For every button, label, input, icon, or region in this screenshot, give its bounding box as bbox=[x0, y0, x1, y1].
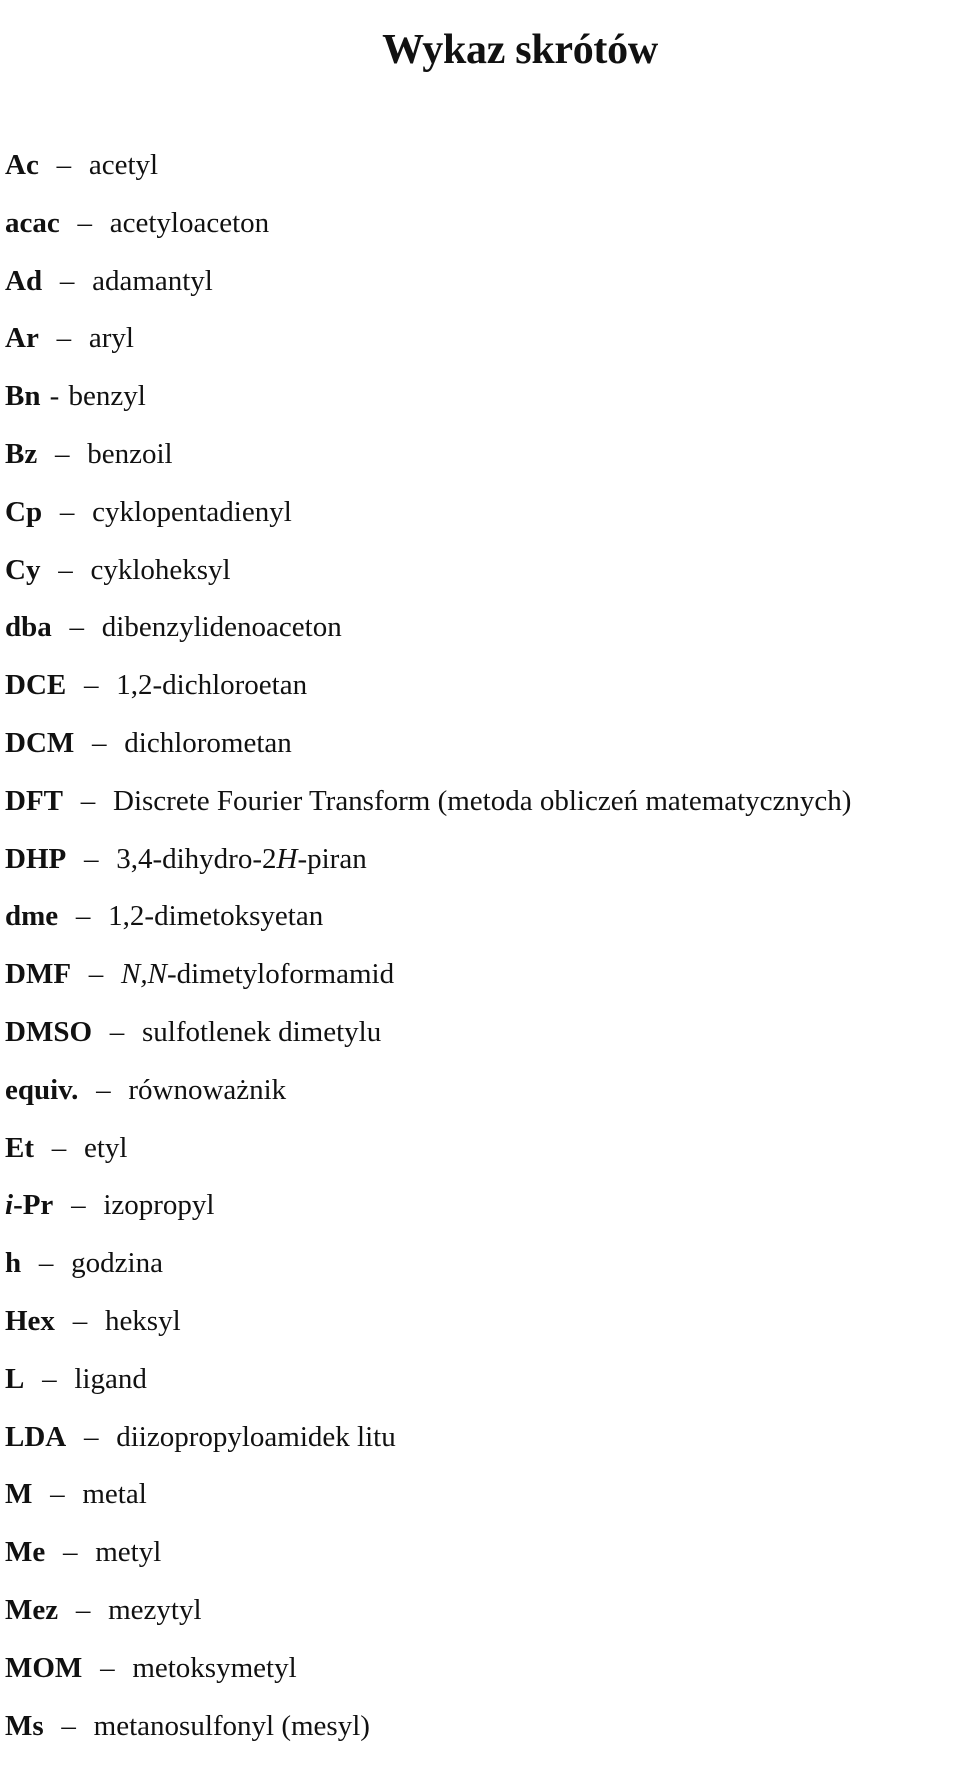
definition: diizopropyloamidek litu bbox=[116, 1420, 396, 1453]
abbreviation bbox=[5, 1189, 53, 1221]
definition: godzina bbox=[71, 1247, 163, 1280]
definition: aryl bbox=[88, 322, 134, 355]
separator: – bbox=[83, 669, 99, 702]
abbreviation: MOM bbox=[5, 1651, 83, 1684]
separator: – bbox=[50, 1478, 65, 1511]
separator: – bbox=[88, 958, 104, 991]
separator: – bbox=[54, 437, 70, 470]
list-item bbox=[5, 1477, 851, 1535]
list-item bbox=[5, 553, 851, 611]
abbreviation-list bbox=[5, 148, 851, 1766]
definition: 1,2-dimetoksyetan bbox=[108, 900, 324, 933]
definition: cykloheksyl bbox=[90, 553, 231, 586]
abbreviation: Cy bbox=[5, 553, 41, 586]
definition-text: 3,4-dihydro-2 bbox=[116, 842, 277, 875]
separator: – bbox=[75, 1593, 91, 1626]
definition: metanosulfonyl (mesyl) bbox=[93, 1709, 370, 1742]
list-item bbox=[5, 1015, 851, 1073]
list-item bbox=[5, 899, 851, 957]
definition: Discrete Fourier Transform (metoda obliczeń matematycznych) bbox=[113, 784, 852, 817]
abbreviation: Ms bbox=[5, 1709, 44, 1742]
abbreviation: Bn bbox=[5, 380, 41, 413]
abbreviation: DHP bbox=[5, 842, 67, 875]
list-item bbox=[5, 1246, 851, 1304]
list-item bbox=[5, 206, 851, 264]
list-item bbox=[5, 610, 851, 668]
abbreviation: Bz bbox=[5, 437, 38, 470]
list-item bbox=[5, 1709, 851, 1766]
list-item bbox=[5, 1304, 851, 1362]
definition: metoksymetyl bbox=[132, 1651, 297, 1684]
list-item bbox=[5, 842, 851, 900]
definition: cyklopentadienyl bbox=[92, 495, 292, 528]
definition: ligand bbox=[74, 1362, 147, 1395]
separator: - bbox=[49, 380, 60, 413]
definition: adamantyl bbox=[92, 264, 213, 297]
definition: etyl bbox=[84, 1131, 128, 1164]
list-item bbox=[5, 784, 851, 842]
separator: – bbox=[77, 206, 92, 239]
abbreviation: DCE bbox=[5, 669, 67, 702]
abbreviation: acac bbox=[5, 206, 60, 239]
separator: – bbox=[100, 1651, 115, 1684]
abbreviation: LDA bbox=[5, 1420, 67, 1453]
separator: – bbox=[83, 1420, 99, 1453]
abbreviation: DMF bbox=[5, 958, 72, 991]
abbreviation: Hex bbox=[5, 1304, 55, 1337]
abbreviation: h bbox=[5, 1247, 22, 1280]
abbreviation-text: -Pr bbox=[13, 1189, 54, 1222]
definition: 1,2-dichloroetan bbox=[116, 669, 308, 702]
separator: – bbox=[83, 842, 99, 875]
definition: dichlorometan bbox=[124, 726, 292, 759]
definition: metal bbox=[82, 1478, 147, 1511]
separator: – bbox=[72, 1304, 88, 1337]
separator: – bbox=[69, 611, 85, 644]
definition: acetyl bbox=[88, 149, 159, 181]
abbreviation: Ac bbox=[5, 149, 39, 181]
list-item bbox=[5, 668, 851, 726]
definition-text: -dimetyloformamid bbox=[166, 958, 395, 991]
definition: metyl bbox=[95, 1536, 162, 1569]
separator: – bbox=[109, 1015, 125, 1048]
abbreviation: dme bbox=[5, 900, 59, 933]
list-item bbox=[5, 379, 851, 437]
separator: – bbox=[42, 1362, 57, 1395]
list-item bbox=[5, 1420, 851, 1478]
separator: – bbox=[58, 553, 73, 586]
list-item bbox=[5, 495, 851, 553]
definition: mezytyl bbox=[108, 1593, 202, 1626]
definition: dibenzylidenoaceton bbox=[101, 611, 342, 644]
definition: benzoil bbox=[87, 437, 173, 470]
list-item bbox=[5, 437, 851, 495]
separator: – bbox=[61, 1709, 76, 1742]
list-item bbox=[5, 1535, 851, 1593]
separator: – bbox=[96, 1073, 111, 1106]
definition-italic: N,N bbox=[121, 958, 167, 991]
list-item bbox=[5, 1593, 851, 1651]
definition: heksyl bbox=[104, 1304, 181, 1337]
separator: – bbox=[51, 1131, 67, 1164]
separator: – bbox=[59, 495, 75, 528]
abbreviation: Et bbox=[5, 1131, 34, 1164]
abbreviation: M bbox=[5, 1478, 33, 1511]
definition-text: -piran bbox=[297, 842, 367, 875]
list-item bbox=[5, 1362, 851, 1420]
abbreviation: L bbox=[5, 1362, 25, 1395]
list-item bbox=[5, 726, 851, 784]
list-item bbox=[5, 957, 851, 1015]
abbreviation: Ad bbox=[5, 264, 43, 297]
abbreviation: DCM bbox=[5, 726, 75, 759]
definition: acetyloaceton bbox=[109, 206, 270, 239]
separator: – bbox=[71, 1189, 86, 1222]
definition: sulfotlenek dimetylu bbox=[142, 1015, 382, 1048]
list-item bbox=[5, 1188, 851, 1246]
definition bbox=[121, 958, 394, 990]
definition: izopropyl bbox=[103, 1189, 215, 1222]
page-title: Wykaz skrótów bbox=[382, 27, 658, 74]
list-item bbox=[5, 1131, 851, 1189]
abbreviation: DFT bbox=[5, 784, 63, 817]
abbreviation: equiv. bbox=[5, 1073, 79, 1106]
abbreviation-italic: i bbox=[5, 1189, 14, 1222]
separator: – bbox=[59, 264, 75, 297]
definition: równoważnik bbox=[128, 1073, 287, 1106]
separator: – bbox=[75, 900, 91, 933]
separator: – bbox=[63, 1536, 78, 1569]
list-item bbox=[5, 1073, 851, 1131]
list-item bbox=[5, 148, 851, 206]
abbreviation: Cp bbox=[5, 495, 43, 528]
definition-italic: H bbox=[276, 842, 298, 875]
separator: – bbox=[56, 149, 72, 181]
separator: – bbox=[56, 322, 72, 355]
abbreviation: dba bbox=[5, 611, 52, 644]
abbreviation: Ar bbox=[5, 322, 39, 355]
definition: benzyl bbox=[68, 380, 146, 413]
abbreviation: Mez bbox=[5, 1593, 59, 1626]
list-item bbox=[5, 264, 851, 322]
list-item bbox=[5, 1651, 851, 1709]
separator: – bbox=[38, 1247, 54, 1280]
abbreviation: DMSO bbox=[5, 1015, 92, 1048]
list-item bbox=[5, 321, 851, 379]
abbreviation: Me bbox=[5, 1536, 46, 1569]
definition bbox=[116, 843, 366, 875]
separator: – bbox=[92, 726, 107, 759]
separator: – bbox=[80, 784, 96, 817]
